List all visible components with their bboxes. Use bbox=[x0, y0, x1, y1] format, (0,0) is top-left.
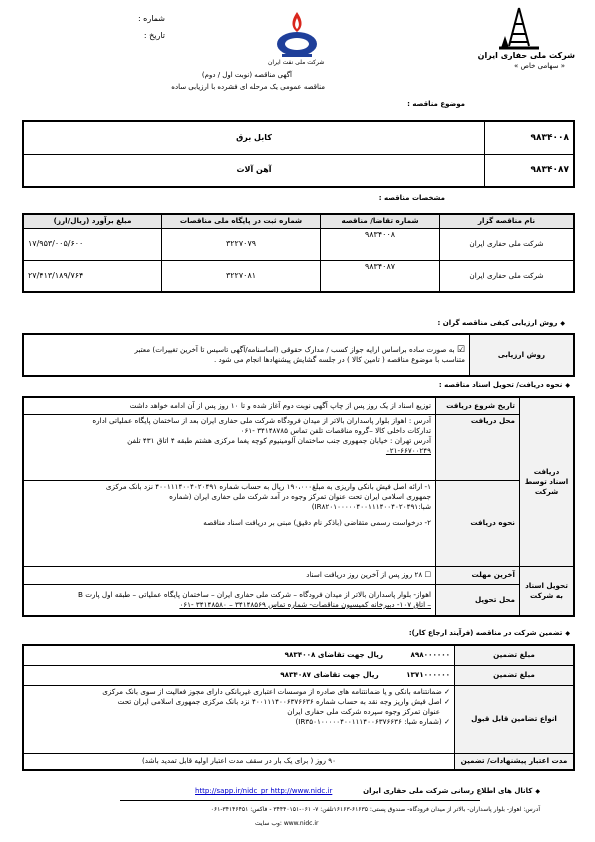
types-line-3: عنوان تمرکز وجوه سپرده شرکت ملی حفاری ایران bbox=[287, 706, 440, 716]
evaluation-text bbox=[23, 334, 470, 376]
checkbox-icon: ☐ bbox=[424, 570, 431, 579]
specs-org-2: شرکت ملی حفاری ایران bbox=[440, 260, 575, 292]
deliver-group-label: تحویل اسناد به شرکت bbox=[520, 566, 575, 616]
specs-estimate-1: ۱۷/۹۵۳/۰۰۵/۶۰۰ bbox=[23, 228, 162, 260]
deadline-label: آخرین مهلت bbox=[436, 566, 520, 584]
method-line-4: ۲- درخواست رسمی متقاضی (باذکر نام دقیق) مبنی بر دریافت اسناد مناقصه bbox=[203, 517, 431, 527]
check-icon: ✓ bbox=[441, 696, 450, 706]
checkbox-icon: ☑ bbox=[456, 345, 465, 355]
specs-reg-1: ۳۲۲۷۰۷۹ bbox=[162, 228, 321, 260]
evaluation-text-line1: به صورت ساده براساس ارایه جواز کسب / مدارک حقوقی (اساسنامه/آگهی تاسیس تا آخرین تغییرات) معتبر bbox=[134, 345, 455, 354]
deliver-line-1: اهواز- بلوار پاسداران بالاتر از میدان فرودگاه – شرکت ملی حفاری ایران – ساختمان پایگاه عملیاتی – طبقه اول پارت B bbox=[77, 589, 431, 599]
receive-group-label: دریافت اسناد توسط شرکت bbox=[520, 397, 575, 566]
guarantee-amount-2 bbox=[23, 665, 455, 685]
place-label: محل دریافت bbox=[436, 414, 520, 480]
start-text: توزیع اسناد از یک روز پس از چاپ آگهی نوبت دوم آغاز شده و تا ۱۰ روز پس از آن ادامه خواهد داشت bbox=[23, 397, 436, 414]
specs-header-org: نام مناقصه گزار bbox=[440, 214, 575, 228]
method-line-2: جمهوری اسلامی ایران تحت عنوان تمرکز وجوه در آمد شرکت ملی حفاری ایران (شماره bbox=[169, 491, 431, 501]
subject-label: موضوع مناقصه : bbox=[407, 100, 465, 108]
method-label: نحوه دریافت bbox=[436, 480, 520, 566]
specs-header-request: شماره تقاضا/ مناقصه bbox=[321, 214, 440, 228]
subject-table bbox=[22, 120, 575, 188]
guarantee-types-text bbox=[23, 685, 455, 753]
deliver-place-text bbox=[23, 584, 436, 616]
deadline-value: ۲۸ روز پس از آخرین روز دریافت اسناد bbox=[306, 570, 423, 579]
footer-address: آدرس: اهواز- بلوار پاسداران- بالاتر از میدان فرودگاه- صندوق پستی: ۶۱۶۳۵-۱۶۱۶۳تلفن: ۷- ۰۶۱-۳۴۴۴۰۱۵۱ - فاکس: ۳۴۱۴۶۴۵۱-۰۶۱ bbox=[210, 806, 540, 813]
guarantee-amount-1 bbox=[23, 645, 455, 665]
specs-request-1: ۹۸۳۴۰۰۸ bbox=[321, 228, 440, 260]
footer-divider bbox=[120, 800, 480, 801]
types-line-2: ✓ اصل فیش واریز وجه نقد به حساب شماره ۴۰۰۱۱۱۴۰۰۶۳۷۶۶۳۶ نزد بانک مرکزی جمهوری اسلامی ایران تحت bbox=[117, 696, 450, 706]
types-line-1: ✓ ضمانتنامه بانکی و یا ضمانتنامه های صادره از موسسات اعتباری غیربانکی دارای مجوز فعالیت از سوی بانک مرکزی bbox=[102, 686, 450, 696]
evaluation-table bbox=[22, 333, 575, 377]
start-label: تاریخ شروع دریافت bbox=[436, 397, 520, 414]
deliver-place-label: محل تحویل bbox=[436, 584, 520, 616]
guarantee-amount-desc-1: ریال جهت تقاضای ۹۸۳۴۰۰۸ bbox=[284, 650, 383, 660]
evaluation-label: ◆ روش ارزیابی کیفی مناقصه گران : bbox=[438, 318, 565, 329]
deliver-line-2: – اتاق ۱۰۷- دبیرخانه کمیسیون مناقصات- شماره تماس ۳۴۱۴۸۵۶۹ – ۳۴۱۴۸۵۸۰ -۰۶۱ bbox=[179, 599, 431, 609]
method-line-1: ۱- ارائه اصل فیش بانکی واریزی به مبلغ۱۹۰،۰۰۰ ریال به حساب شماره ۴۰۰۱۱۱۴۰۰۴۰۲۰۴۹۱ نزد بانک مرکزی bbox=[105, 481, 431, 491]
guarantee-amount-desc-2: ریال جهت تقاضای ۹۸۳۴۰۸۷ bbox=[280, 670, 379, 679]
specs-label: مشخصات مناقصه : bbox=[378, 194, 445, 202]
method-line-3: شبا:IR۸۲۰۱۰۰۰۰۰۴۰۰۱۱۱۴۰۰۴۰۲۰۴۹۱) bbox=[311, 501, 431, 511]
guarantee-types-label: انواع تضامین قابل قبول bbox=[455, 685, 575, 753]
company-type: « سهامی خاص » bbox=[514, 62, 565, 70]
docs-table bbox=[22, 396, 575, 617]
place-line-4: ۰۲۱-۶۶۷۰۰۲۴۹ bbox=[385, 445, 431, 455]
place-text bbox=[23, 414, 436, 480]
check-icon: ✓ bbox=[441, 716, 450, 726]
number-label: شماره : bbox=[137, 14, 165, 23]
evaluation-text-line2: متناسب با موضوع مناقصه ( تامین کالا ) در جلسه گشایش پیشنهادها انجام می شود . bbox=[213, 355, 465, 364]
specs-table bbox=[22, 213, 575, 293]
evaluation-row-label: روش ارزیابی bbox=[470, 334, 575, 376]
check-icon: ✓ bbox=[441, 686, 450, 696]
docs-label: ◆ نحوه دریافت/ تحویل اسناد مناقصه : bbox=[439, 380, 570, 391]
guarantee-amount-label-1: مبلغ تضمین bbox=[455, 645, 575, 665]
specs-estimate-2: ۲۷/۴۱۳/۱۸۹/۷۶۴ bbox=[23, 260, 162, 292]
nioc-logo-text: شرکت ملی نفت ایران bbox=[268, 59, 325, 66]
validity-text: ۹۰ روز ( برای یک بار در سقف مدت اعتبار اولیه قابل تمدید باشد) bbox=[23, 753, 455, 770]
footer-sites[interactable]: http://sapp.ir/nidc_pr http://www.nidc.ir bbox=[195, 787, 333, 795]
date-label: تاریخ : bbox=[143, 31, 165, 40]
company-name: شرکت ملی حفاری ایران bbox=[477, 51, 575, 60]
subject-title-2: آهن آلات bbox=[23, 154, 485, 187]
validity-label: مدت اعتبار پیشنهادات/ تضمین bbox=[455, 753, 575, 770]
guarantee-table bbox=[22, 644, 575, 771]
guarantee-amount-value-1: ۸۹۸۰۰۰۰۰۰ bbox=[410, 650, 450, 660]
specs-header-estimate: مبلغ برآورد (ریال/ارز) bbox=[23, 214, 162, 228]
place-line-3: آدرس تهران : خیابان جمهوری جنب ساختمان آلومینیوم کوچه یغما مرکزی هشتم طبقه ۴ اتاق ۴۳۱ تلفن bbox=[127, 435, 431, 445]
guarantee-amount-value-2: ۱۳۷۱۰۰۰۰۰۰ bbox=[406, 670, 450, 679]
notice-subtitle: مناقصه عمومی یک مرحله ای فشرده با ارزیابی ساده bbox=[171, 83, 325, 91]
subject-code-2: ۹۸۳۴۰۸۷ bbox=[485, 154, 575, 187]
deadline-text bbox=[23, 566, 436, 584]
specs-request-2: ۹۸۳۴۰۸۷ bbox=[321, 260, 440, 292]
types-line-4: ✓ (شماره شبا: IR۳۵۰۱۰۰۰۰۰۴۰۰۱۱۱۴۰۰۶۳۷۶۶۳۶) bbox=[295, 716, 450, 726]
method-text bbox=[23, 480, 436, 566]
guarantee-label: ◆ تضمین شرکت در مناقصه (فرآیند ارجاع کار): bbox=[409, 628, 570, 639]
specs-header-reg: شماره ثبت در پایگاه ملی مناقصات bbox=[162, 214, 321, 228]
place-line-1: آدرس : اهواز بلوار پاسداران بالاتر از میدان فرودگاه شرکت ملی حفاری ایران بعد از ساختمان پایگاه عملیاتی اداره bbox=[92, 415, 431, 425]
subject-code-1: ۹۸۳۴۰۰۸ bbox=[485, 121, 575, 154]
place-line-2: تدارکات داخلی کالا –گروه مناقصات تلفن تماس ۳۴۱۴۸۷۸۵ -۰۶۱ bbox=[240, 425, 431, 435]
subject-title-1: کابل برق bbox=[23, 121, 485, 154]
specs-org-1: شرکت ملی حفاری ایران bbox=[440, 228, 575, 260]
specs-reg-2: ۳۲۲۷۰۸۱ bbox=[162, 260, 321, 292]
footer-channels: ◆ کانال های اطلاع رسانی شرکت ملی حفاری ایران bbox=[363, 786, 540, 797]
notice-type: آگهی مناقصه (نوبت اول / دوم) bbox=[201, 71, 292, 79]
guarantee-amount-label-2: مبلغ تضمین bbox=[455, 665, 575, 685]
nidc-logo bbox=[497, 6, 541, 52]
footer-website[interactable]: www.nidc.ir :وب سایت bbox=[255, 820, 319, 827]
